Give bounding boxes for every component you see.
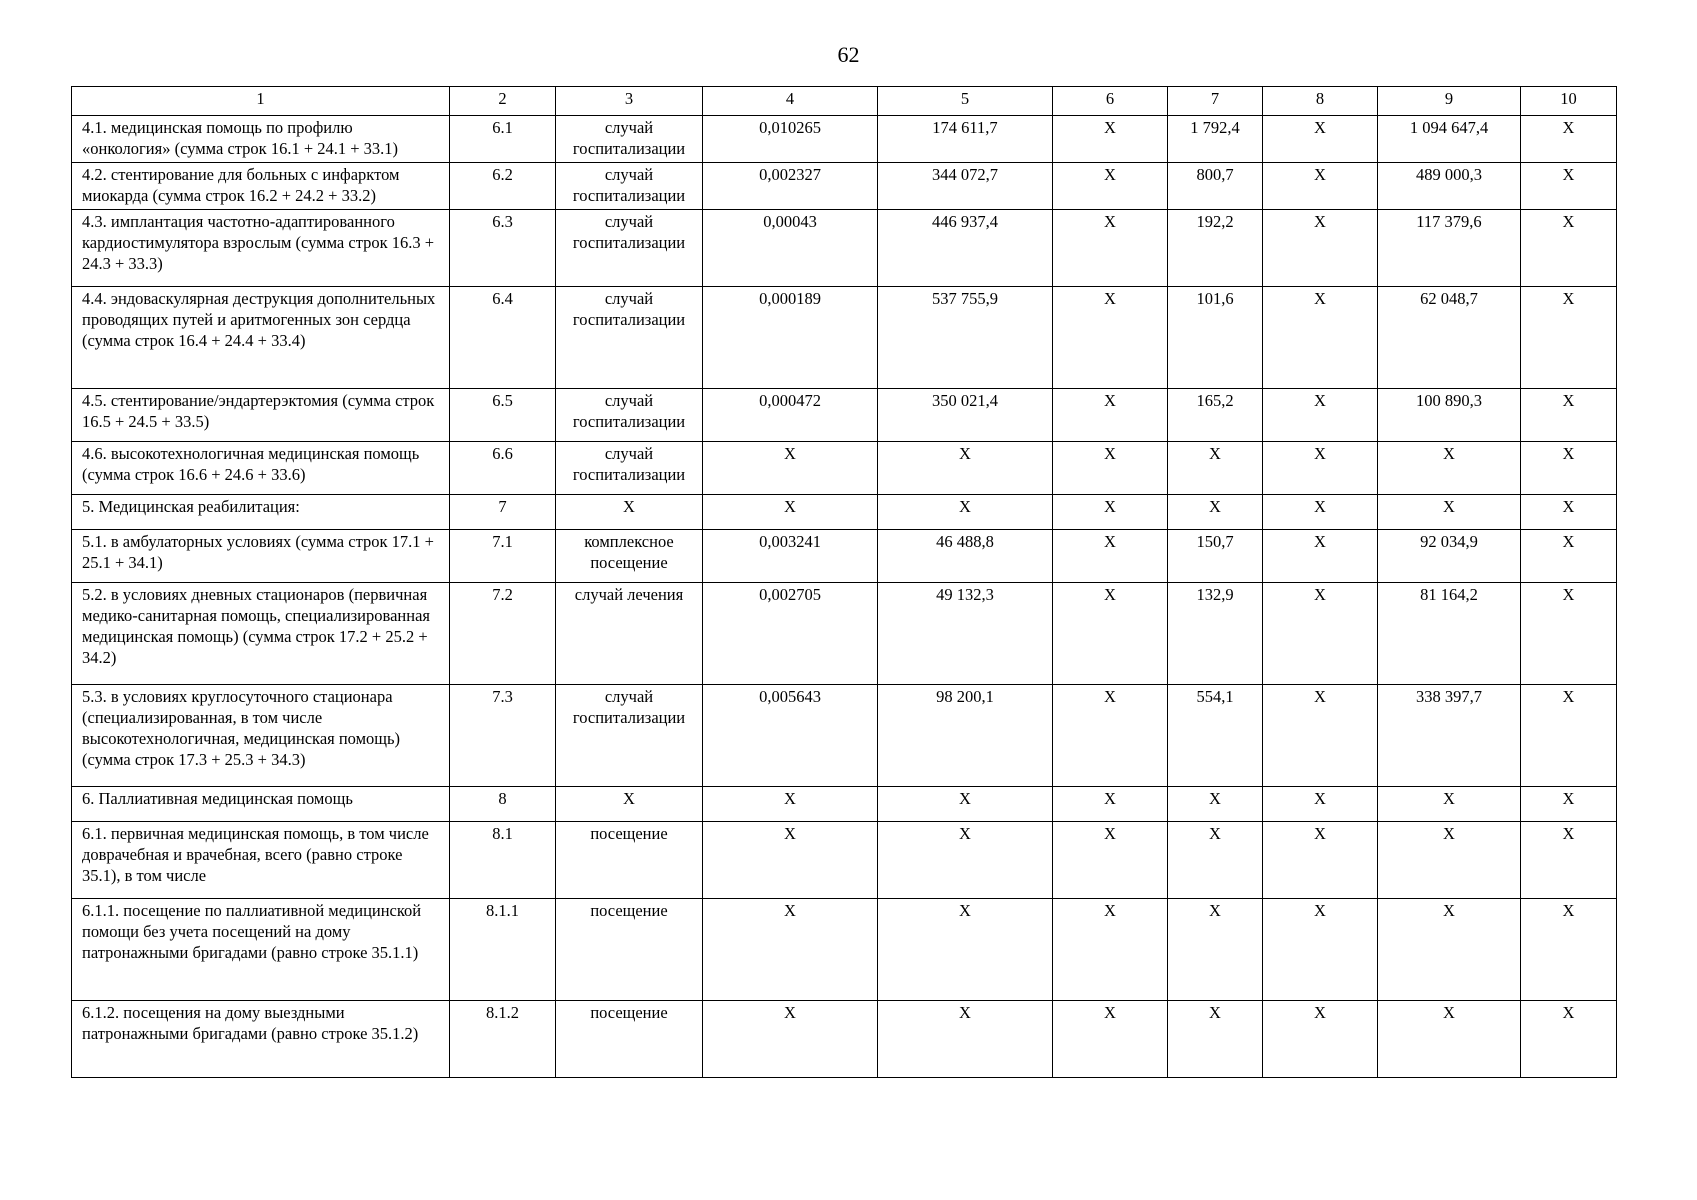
table-cell: Х: [1053, 583, 1168, 685]
table-cell: Х: [1053, 1001, 1168, 1078]
table-cell: Х: [1053, 210, 1168, 287]
row-label-cell: 4.4. эндоваскулярная деструкция дополнительных проводящих путей и аритмогенных зон сердца (сумма строк 16.4 + 24.4 + 33.4): [72, 287, 450, 389]
table-cell: Х: [1521, 530, 1617, 583]
table-cell: 7.1: [450, 530, 556, 583]
table-cell: 537 755,9: [878, 287, 1053, 389]
header-cell: 6: [1053, 87, 1168, 116]
row-label-cell: 6. Паллиативная медицинская помощь: [72, 787, 450, 822]
table-cell: 1 094 647,4: [1378, 116, 1521, 163]
row-label-cell: 6.1.1. посещение по паллиативной медицинской помощи без учета посещений на дому патронажными бригадами (равно строке 35.1.1): [72, 899, 450, 1001]
table-row: [72, 899, 1617, 1001]
table-cell: 489 000,3: [1378, 163, 1521, 210]
table-cell: Х: [1263, 163, 1378, 210]
table-cell: 8: [450, 787, 556, 822]
table-cell: Х: [1263, 583, 1378, 685]
table-cell: посещение: [556, 822, 703, 899]
table-row: [72, 495, 1617, 530]
table-cell: случай госпитализации: [556, 116, 703, 163]
table-cell: Х: [1168, 495, 1263, 530]
table-cell: Х: [1053, 287, 1168, 389]
table-cell: 6.2: [450, 163, 556, 210]
row-label-cell: 5.1. в амбулаторных условиях (сумма строк 17.1 + 25.1 + 34.1): [72, 530, 450, 583]
table-cell: Х: [1521, 787, 1617, 822]
header-cell: 10: [1521, 87, 1617, 116]
table-cell: Х: [1053, 787, 1168, 822]
table-cell: 92 034,9: [1378, 530, 1521, 583]
table-cell: случай госпитализации: [556, 287, 703, 389]
table-cell: Х: [1053, 530, 1168, 583]
table-cell: 6.4: [450, 287, 556, 389]
table-cell: 554,1: [1168, 685, 1263, 787]
table-cell: 49 132,3: [878, 583, 1053, 685]
table-cell: Х: [1263, 787, 1378, 822]
table-cell: посещение: [556, 1001, 703, 1078]
table-cell: Х: [1168, 442, 1263, 495]
table-cell: Х: [1521, 899, 1617, 1001]
table-cell: Х: [878, 1001, 1053, 1078]
table-cell: Х: [1263, 116, 1378, 163]
row-label-cell: 4.5. стентирование/эндартерэктомия (сумма строк 16.5 + 24.5 + 33.5): [72, 389, 450, 442]
table-cell: Х: [1378, 822, 1521, 899]
table-cell: 344 072,7: [878, 163, 1053, 210]
table-cell: Х: [1521, 287, 1617, 389]
table-cell: 6.6: [450, 442, 556, 495]
table-cell: Х: [703, 899, 878, 1001]
table-cell: 101,6: [1168, 287, 1263, 389]
table-cell: Х: [1263, 530, 1378, 583]
table-cell: Х: [1053, 163, 1168, 210]
header-cell: 3: [556, 87, 703, 116]
table-row: [72, 389, 1617, 442]
table-row: [72, 116, 1617, 163]
table-cell: Х: [1521, 583, 1617, 685]
table-cell: Х: [878, 899, 1053, 1001]
table-cell: 117 379,6: [1378, 210, 1521, 287]
table-cell: 8.1.1: [450, 899, 556, 1001]
table-cell: 446 937,4: [878, 210, 1053, 287]
table-cell: Х: [1263, 822, 1378, 899]
table-cell: 174 611,7: [878, 116, 1053, 163]
table-cell: Х: [878, 822, 1053, 899]
table-cell: 0,002705: [703, 583, 878, 685]
row-label-cell: 4.1. медицинская помощь по профилю «онкология» (сумма строк 16.1 + 24.1 + 33.1): [72, 116, 450, 163]
table-cell: 192,2: [1168, 210, 1263, 287]
table-cell: случай госпитализации: [556, 442, 703, 495]
table-cell: Х: [1263, 287, 1378, 389]
table-cell: Х: [1521, 210, 1617, 287]
table-cell: Х: [1521, 495, 1617, 530]
table-cell: 0,000472: [703, 389, 878, 442]
table-cell: 338 397,7: [1378, 685, 1521, 787]
table-cell: случай лечения: [556, 583, 703, 685]
table-cell: 81 164,2: [1378, 583, 1521, 685]
table-cell: Х: [1168, 899, 1263, 1001]
table-cell: 100 890,3: [1378, 389, 1521, 442]
page-number: 62: [837, 42, 860, 67]
table-cell: Х: [703, 1001, 878, 1078]
header-row: [72, 87, 1617, 116]
table-cell: Х: [1053, 389, 1168, 442]
table-cell: 150,7: [1168, 530, 1263, 583]
table-cell: 6.5: [450, 389, 556, 442]
table-cell: Х: [1263, 389, 1378, 442]
table-row: [72, 442, 1617, 495]
table-cell: 6.3: [450, 210, 556, 287]
table-cell: Х: [1053, 685, 1168, 787]
table-cell: Х: [1168, 822, 1263, 899]
table-cell: посещение: [556, 899, 703, 1001]
table-cell: Х: [703, 822, 878, 899]
table-cell: 0,005643: [703, 685, 878, 787]
table-cell: Х: [1263, 1001, 1378, 1078]
table-cell: Х: [1521, 389, 1617, 442]
table-cell: 0,000189: [703, 287, 878, 389]
table-cell: Х: [878, 495, 1053, 530]
table-cell: Х: [1521, 822, 1617, 899]
row-label-cell: 6.1. первичная медицинская помощь, в том числе доврачебная и врачебная, всего (равно строке 35.1), в том числе: [72, 822, 450, 899]
table-cell: 0,003241: [703, 530, 878, 583]
table-cell: Х: [556, 787, 703, 822]
table-cell: Х: [1521, 1001, 1617, 1078]
table-row: [72, 822, 1617, 899]
table-cell: Х: [1378, 1001, 1521, 1078]
header-cell: 9: [1378, 87, 1521, 116]
table-row: [72, 287, 1617, 389]
table-cell: 0,002327: [703, 163, 878, 210]
table-row: [72, 1001, 1617, 1078]
table-cell: 0,00043: [703, 210, 878, 287]
table-cell: 98 200,1: [878, 685, 1053, 787]
table-row: [72, 210, 1617, 287]
table-cell: Х: [1521, 442, 1617, 495]
table-cell: Х: [1521, 116, 1617, 163]
table-cell: Х: [1521, 685, 1617, 787]
table-cell: Х: [1263, 442, 1378, 495]
data-table: [71, 86, 1617, 1078]
table-cell: 46 488,8: [878, 530, 1053, 583]
table-cell: 8.1.2: [450, 1001, 556, 1078]
table-cell: Х: [1053, 822, 1168, 899]
table-cell: Х: [878, 787, 1053, 822]
row-label-cell: 4.2. стентирование для больных с инфарктом миокарда (сумма строк 16.2 + 24.2 + 33.2): [72, 163, 450, 210]
table-cell: 62 048,7: [1378, 287, 1521, 389]
table-cell: Х: [556, 495, 703, 530]
table-cell: 7.2: [450, 583, 556, 685]
table-cell: Х: [1378, 899, 1521, 1001]
header-cell: 8: [1263, 87, 1378, 116]
table-row: [72, 787, 1617, 822]
table-cell: Х: [1053, 899, 1168, 1001]
row-label-cell: 5. Медицинская реабилитация:: [72, 495, 450, 530]
table-cell: 800,7: [1168, 163, 1263, 210]
table-cell: Х: [1378, 787, 1521, 822]
table-row: [72, 163, 1617, 210]
table-cell: 1 792,4: [1168, 116, 1263, 163]
header-cell: 2: [450, 87, 556, 116]
table-cell: Х: [1053, 442, 1168, 495]
header-cell: 1: [72, 87, 450, 116]
table-cell: 0,010265: [703, 116, 878, 163]
table-cell: Х: [703, 442, 878, 495]
table-cell: Х: [1263, 685, 1378, 787]
table-cell: случай госпитализации: [556, 685, 703, 787]
table-cell: 6.1: [450, 116, 556, 163]
header-cell: 5: [878, 87, 1053, 116]
table-cell: Х: [703, 787, 878, 822]
table-cell: Х: [1263, 899, 1378, 1001]
row-label-cell: 5.3. в условиях круглосуточного стационара (специализированная, в том числе высокотехнологичная, медицинская помощь) (сумма строк 17.3 + 25.3 + 34.3): [72, 685, 450, 787]
table-cell: Х: [1168, 1001, 1263, 1078]
table-row: [72, 583, 1617, 685]
table-cell: 7: [450, 495, 556, 530]
table-cell: 165,2: [1168, 389, 1263, 442]
table-cell: Х: [1263, 210, 1378, 287]
table-cell: Х: [1263, 495, 1378, 530]
table-cell: 7.3: [450, 685, 556, 787]
table-cell: 132,9: [1168, 583, 1263, 685]
table-cell: 350 021,4: [878, 389, 1053, 442]
row-label-cell: 5.2. в условиях дневных стационаров (первичная медико-санитарная помощь, специализированная медицинская помощь) (сумма строк 17.2 + 25.2 + 34.2): [72, 583, 450, 685]
table-cell: случай госпитализации: [556, 163, 703, 210]
table-cell: Х: [1378, 495, 1521, 530]
header-cell: 4: [703, 87, 878, 116]
row-label-cell: 6.1.2. посещения на дому выездными патронажными бригадами (равно строке 35.1.2): [72, 1001, 450, 1078]
row-label-cell: 4.6. высокотехнологичная медицинская помощь (сумма строк 16.6 + 24.6 + 33.6): [72, 442, 450, 495]
row-label-cell: 4.3. имплантация частотно-адаптированного кардиостимулятора взрослым (сумма строк 16.3 + 24.3 + 33.3): [72, 210, 450, 287]
table-row: [72, 685, 1617, 787]
table-cell: Х: [703, 495, 878, 530]
table-cell: Х: [878, 442, 1053, 495]
table-cell: Х: [1053, 116, 1168, 163]
table-row: [72, 530, 1617, 583]
table-cell: Х: [1053, 495, 1168, 530]
table-cell: 8.1: [450, 822, 556, 899]
header-cell: 7: [1168, 87, 1263, 116]
table-cell: случай госпитализации: [556, 210, 703, 287]
table-cell: комплексное посещение: [556, 530, 703, 583]
table-cell: Х: [1378, 442, 1521, 495]
table-cell: случай госпитализации: [556, 389, 703, 442]
table-cell: Х: [1168, 787, 1263, 822]
table-cell: Х: [1521, 163, 1617, 210]
